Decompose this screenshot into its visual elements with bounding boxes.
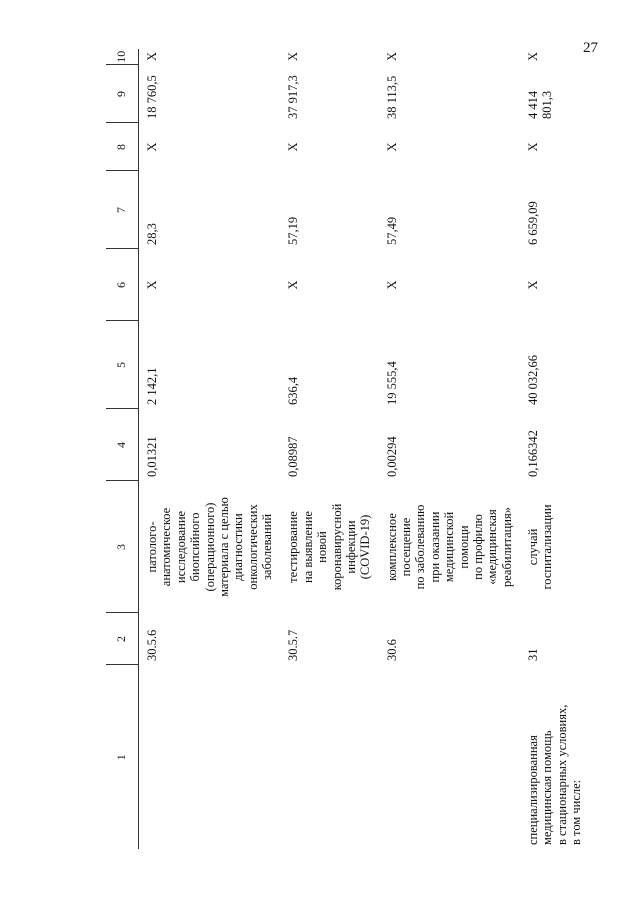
value-cell: 57,19 bbox=[286, 216, 301, 245]
table-body bbox=[139, 49, 590, 849]
column-header: 5 bbox=[106, 321, 139, 409]
table-row bbox=[379, 49, 520, 849]
value-cell: X bbox=[384, 142, 399, 152]
column-header: 10 bbox=[106, 49, 139, 65]
line-number-cell: 31 bbox=[526, 648, 540, 661]
value-cell: X bbox=[526, 142, 540, 152]
financing-table bbox=[106, 49, 590, 849]
value-cell: 19 555,4 bbox=[384, 361, 399, 405]
column-header: 7 bbox=[106, 171, 139, 249]
column-header: 3 bbox=[106, 481, 139, 613]
value-cell: 2 142,1 bbox=[145, 367, 159, 405]
rotated-table-container bbox=[106, 49, 584, 849]
table-row bbox=[520, 49, 590, 849]
column-header: 8 bbox=[106, 123, 139, 171]
value-cell: 18 760,5 bbox=[145, 75, 159, 119]
header-row bbox=[106, 49, 139, 849]
line-number-cell: 30.5.6 bbox=[145, 629, 159, 661]
column-header: 6 bbox=[106, 249, 139, 321]
column-header: 1 bbox=[106, 665, 139, 849]
line-number-cell: 30.5.7 bbox=[286, 629, 301, 661]
table-row bbox=[280, 49, 378, 849]
value-cell: 38 113,5 bbox=[384, 75, 399, 119]
column-header: 9 bbox=[106, 65, 139, 123]
value-cell: 28,3 bbox=[145, 223, 159, 245]
value-cell: 0,08987 bbox=[286, 436, 301, 477]
care-type-cell bbox=[139, 665, 281, 849]
value-cell: X bbox=[286, 280, 301, 290]
unit-cell: тестирование на выявление новой коронавирусной инфекции (COVID-19) bbox=[286, 503, 373, 591]
value-cell: 0,00294 bbox=[384, 436, 399, 477]
page-number: 27 bbox=[583, 40, 598, 56]
column-header: 4 bbox=[106, 409, 139, 481]
value-cell: X bbox=[384, 280, 399, 290]
value-cell: X bbox=[526, 51, 540, 61]
unit-cell: комплексное посещение по заболеванию при оказании медицинской помощи по профилю «медицинская реабилитация» bbox=[384, 504, 514, 590]
value-cell: 0,166342 bbox=[526, 430, 540, 477]
value-cell: 40 032,66 bbox=[526, 355, 540, 405]
table-row bbox=[139, 49, 281, 849]
value-cell: X bbox=[384, 51, 399, 61]
column-header: 2 bbox=[106, 613, 139, 665]
value-cell: 0,01321 bbox=[145, 436, 159, 477]
care-type-cell: специализированная медицинская помощь в стационарных условиях, в том числе: bbox=[526, 704, 584, 845]
table-header bbox=[106, 49, 139, 849]
line-number-cell: 30.6 bbox=[384, 639, 399, 661]
value-cell: X bbox=[286, 142, 301, 152]
care-type-cell bbox=[379, 665, 520, 849]
value-cell: 6 659,09 bbox=[526, 201, 540, 245]
value-cell: 57,49 bbox=[384, 216, 399, 245]
unit-cell: патолого- анатомическое исследование биопсийного (операционного) материала с целью диагностики онкологических заболеваний bbox=[145, 497, 274, 597]
value-cell: 4 414 801,3 bbox=[526, 90, 555, 119]
value-cell: X bbox=[145, 51, 159, 61]
unit-cell: случай госпитализации bbox=[526, 504, 555, 590]
value-cell: 37 917,3 bbox=[286, 75, 301, 119]
care-type-cell bbox=[280, 665, 378, 849]
value-cell: X bbox=[526, 280, 540, 290]
value-cell: X bbox=[286, 51, 301, 61]
value-cell: X bbox=[145, 142, 159, 152]
value-cell: X bbox=[145, 280, 159, 290]
value-cell: 636,4 bbox=[286, 376, 301, 405]
